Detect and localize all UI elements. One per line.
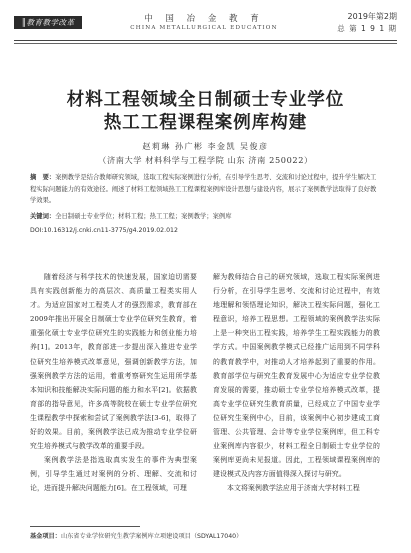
journal-name-en: CHINA METALLURGICAL EDUCATION <box>130 25 278 31</box>
body-paragraph: 案例教学法是指选取真实发生的事件为典型案例，引导学生通过对案例的分析、理解、交流和讨论，进而提升解决问题能力[6]。在工程领域，可理 <box>30 456 197 493</box>
body-column-left <box>30 270 197 496</box>
body-paragraph: 随着经济与科学技术的快速发展，国家迫切需要具有实践创新能力的高层次、高质量工程类实用人才。为适应国家对工程类人才的强烈需求，教育部在2009年推出开展全日制硕士专业学位研究生教育，着重强化硕士专业学位研究生的实践能力和创业能力培养[1]。2013年，教育部进一步提出深入推进专业学位研究生培养模式改革意见，强调创新教学方法，加强案例教学方法的运用，着重考察研究生运用所学基本知识和技能解决实际问题的能力和水平[2]。依据教育部的指导意见，许多高等院校在硕士专业学位研究生课程教学中探索和尝试了案例教学法[3-6]，取得了好的效果。目前，案例教学法已成为推动专业学位研究生培养模式与教学改革的重要手段。 <box>30 273 197 451</box>
section-badge: ║教育教学改革 <box>14 16 82 29</box>
journal-name-cn: 中 国 冶 金 教 育 <box>144 14 264 24</box>
footnote <box>30 531 381 540</box>
body-paragraph: 本文将案例教学法应用于济南大学材料工程 <box>227 484 360 493</box>
header-rule <box>14 40 397 41</box>
abstract-label: 摘 要： <box>30 174 56 181</box>
footnote-label: 基金项目： <box>30 533 61 540</box>
page-header <box>14 10 397 40</box>
body-paragraph: 解为教师结合自己的研究领域，选取工程实际案例进行分析，在引导学生思考、交流和讨论过程中，有效地理解和领悟理论知识，解决工程实际问题，强化工程意识，培养工程思想。工程领域的案例教学法实际上是一种突出工程实践，培养学生工程实践能力的教学方式。中国案例教学模式已经推广运用到不同学科的教育教学中，对推动人才培养起到了重要的作用。教育部学位与研究生教育发展中心为适应专业学位教育发展的需要，推动硕士专业学位培养模式改革，提高专业学位研究生教育质量，已经成立了中国专业学位研究生案例中心，目前，该案例中心初步建成工商管理、公共管理、会计等专业学位案例库，但工科专业案例库内容很少，材料工程全日制硕士专业学位的案例库更尚未见报道。因此，工程领域课程案例库的建设模式及内容方面值得深入探讨与研究。 <box>213 273 380 479</box>
footnote-rule <box>30 526 140 527</box>
year-issue: 2019年第2期 <box>347 12 397 21</box>
affiliation: （济南大学 材料科学与工程学院 山东 济南 250022） <box>98 155 313 165</box>
article-title-line2: 热工工程课程案例库构建 <box>103 113 308 133</box>
article-title-line1: 材料工程领域全日制硕士专业学位 <box>66 90 345 110</box>
body-column-right <box>213 270 380 496</box>
keywords <box>30 211 381 223</box>
total-issue: 总 第 1 9 1 期 <box>337 24 397 33</box>
keywords-text: 全日制硕士专业学位；材料工程；热工工程；案例教学；案例库 <box>55 213 232 220</box>
doi: DOI:10.16312/j.cnki.cn11-3775/g4.2019.02.012 <box>30 227 178 234</box>
header-rule-thin <box>14 43 397 44</box>
keywords-label: 关键词： <box>30 213 56 220</box>
footnote-text: 山东省专业学位研究生教学案例库立项建设项目（SDYAL17040） <box>60 533 243 540</box>
abstract-text: 案例教学是结合教师研究领域，选取工程实际案例进行分析，在引导学生思考、交流和讨论过程中，提升学生解决工程实际问题能力的有效途径。阐述了材料工程领域热工工程课程案例库设计思想与建设内容，展示了案例教学法取得了良好教学效果。 <box>30 174 377 204</box>
abstract <box>30 172 381 207</box>
authors: 赵莉琳 孙广彬 李金凯 吴俊彦 <box>142 142 269 151</box>
